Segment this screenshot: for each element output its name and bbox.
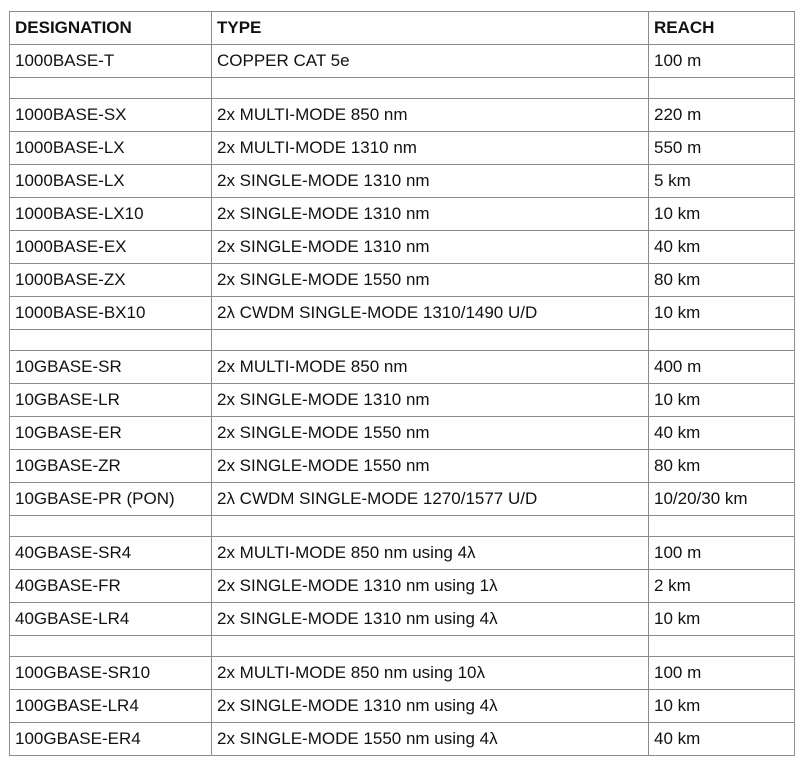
type-cell: [212, 636, 649, 657]
designation-cell: [10, 330, 212, 351]
table-row: [10, 99, 795, 132]
table-row: [10, 450, 795, 483]
type-cell: 2x SINGLE-MODE 1550 nm using 4λ: [212, 723, 649, 756]
reach-cell: 10 km: [649, 690, 795, 723]
reach-cell: [649, 78, 795, 99]
reach-cell: 10/20/30 km: [649, 483, 795, 516]
reach-cell: 100 m: [649, 45, 795, 78]
designation-cell: [10, 78, 212, 99]
table-row: [10, 384, 795, 417]
designation-cell: 100GBASE-ER4: [10, 723, 212, 756]
type-cell: 2x SINGLE-MODE 1550 nm: [212, 417, 649, 450]
reach-cell: 2 km: [649, 570, 795, 603]
spacer-row: [10, 636, 795, 657]
table-row: [10, 297, 795, 330]
designation-cell: 1000BASE-T: [10, 45, 212, 78]
designation-cell: 100GBASE-LR4: [10, 690, 212, 723]
type-cell: 2x SINGLE-MODE 1310 nm using 4λ: [212, 603, 649, 636]
designation-cell: 10GBASE-ZR: [10, 450, 212, 483]
designation-cell: 1000BASE-LX: [10, 165, 212, 198]
reach-cell: [649, 636, 795, 657]
table-row: [10, 351, 795, 384]
type-cell: 2x MULTI-MODE 850 nm using 10λ: [212, 657, 649, 690]
type-cell: 2x MULTI-MODE 850 nm using 4λ: [212, 537, 649, 570]
designation-cell: 1000BASE-ZX: [10, 264, 212, 297]
type-cell: 2x SINGLE-MODE 1310 nm: [212, 198, 649, 231]
designation-cell: 10GBASE-ER: [10, 417, 212, 450]
designation-cell: 40GBASE-FR: [10, 570, 212, 603]
type-cell: [212, 516, 649, 537]
reach-cell: 40 km: [649, 231, 795, 264]
reach-cell: 40 km: [649, 417, 795, 450]
reach-cell: 10 km: [649, 297, 795, 330]
table-row: [10, 198, 795, 231]
table-row: [10, 417, 795, 450]
designation-cell: 1000BASE-EX: [10, 231, 212, 264]
designation-cell: [10, 636, 212, 657]
header-designation: DESIGNATION: [10, 12, 212, 45]
designation-cell: 1000BASE-SX: [10, 99, 212, 132]
designation-cell: 40GBASE-SR4: [10, 537, 212, 570]
type-cell: 2x SINGLE-MODE 1310 nm: [212, 231, 649, 264]
designation-cell: 10GBASE-LR: [10, 384, 212, 417]
designation-cell: 100GBASE-SR10: [10, 657, 212, 690]
type-cell: 2x SINGLE-MODE 1310 nm: [212, 165, 649, 198]
header-reach: REACH: [649, 12, 795, 45]
reach-cell: 80 km: [649, 450, 795, 483]
table-row: [10, 165, 795, 198]
reach-cell: 10 km: [649, 198, 795, 231]
header-type: TYPE: [212, 12, 649, 45]
type-cell: 2x SINGLE-MODE 1550 nm: [212, 264, 649, 297]
table-row: [10, 264, 795, 297]
type-cell: 2λ CWDM SINGLE-MODE 1270/1577 U/D: [212, 483, 649, 516]
reach-cell: 100 m: [649, 537, 795, 570]
table-row: [10, 537, 795, 570]
table-row: [10, 690, 795, 723]
type-cell: [212, 78, 649, 99]
designation-cell: 1000BASE-BX10: [10, 297, 212, 330]
table-row: [10, 570, 795, 603]
reach-cell: 550 m: [649, 132, 795, 165]
type-cell: 2x SINGLE-MODE 1310 nm using 4λ: [212, 690, 649, 723]
type-cell: 2x MULTI-MODE 850 nm: [212, 351, 649, 384]
reach-cell: [649, 516, 795, 537]
table-row: [10, 603, 795, 636]
reach-cell: 80 km: [649, 264, 795, 297]
reach-cell: 10 km: [649, 603, 795, 636]
reach-cell: 40 km: [649, 723, 795, 756]
designation-cell: [10, 516, 212, 537]
designation-cell: 40GBASE-LR4: [10, 603, 212, 636]
table-row: [10, 657, 795, 690]
reach-cell: 5 km: [649, 165, 795, 198]
designation-cell: 1000BASE-LX: [10, 132, 212, 165]
designation-cell: 1000BASE-LX10: [10, 198, 212, 231]
type-cell: 2x MULTI-MODE 1310 nm: [212, 132, 649, 165]
reach-cell: 400 m: [649, 351, 795, 384]
table-row: [10, 45, 795, 78]
spacer-row: [10, 330, 795, 351]
table-row: [10, 483, 795, 516]
reach-cell: 10 km: [649, 384, 795, 417]
table-row: [10, 723, 795, 756]
type-cell: 2x SINGLE-MODE 1310 nm: [212, 384, 649, 417]
designation-cell: 10GBASE-SR: [10, 351, 212, 384]
type-cell: [212, 330, 649, 351]
reach-cell: [649, 330, 795, 351]
designation-cell: 10GBASE-PR (PON): [10, 483, 212, 516]
reach-cell: 220 m: [649, 99, 795, 132]
ethernet-standards-table: [9, 11, 795, 756]
table-body: [10, 45, 795, 756]
type-cell: 2x MULTI-MODE 850 nm: [212, 99, 649, 132]
type-cell: 2x SINGLE-MODE 1310 nm using 1λ: [212, 570, 649, 603]
reach-cell: 100 m: [649, 657, 795, 690]
type-cell: 2λ CWDM SINGLE-MODE 1310/1490 U/D: [212, 297, 649, 330]
table-row: [10, 231, 795, 264]
spacer-row: [10, 78, 795, 99]
table-header-row: [10, 12, 795, 45]
spacer-row: [10, 516, 795, 537]
type-cell: 2x SINGLE-MODE 1550 nm: [212, 450, 649, 483]
type-cell: COPPER CAT 5e: [212, 45, 649, 78]
table-row: [10, 132, 795, 165]
